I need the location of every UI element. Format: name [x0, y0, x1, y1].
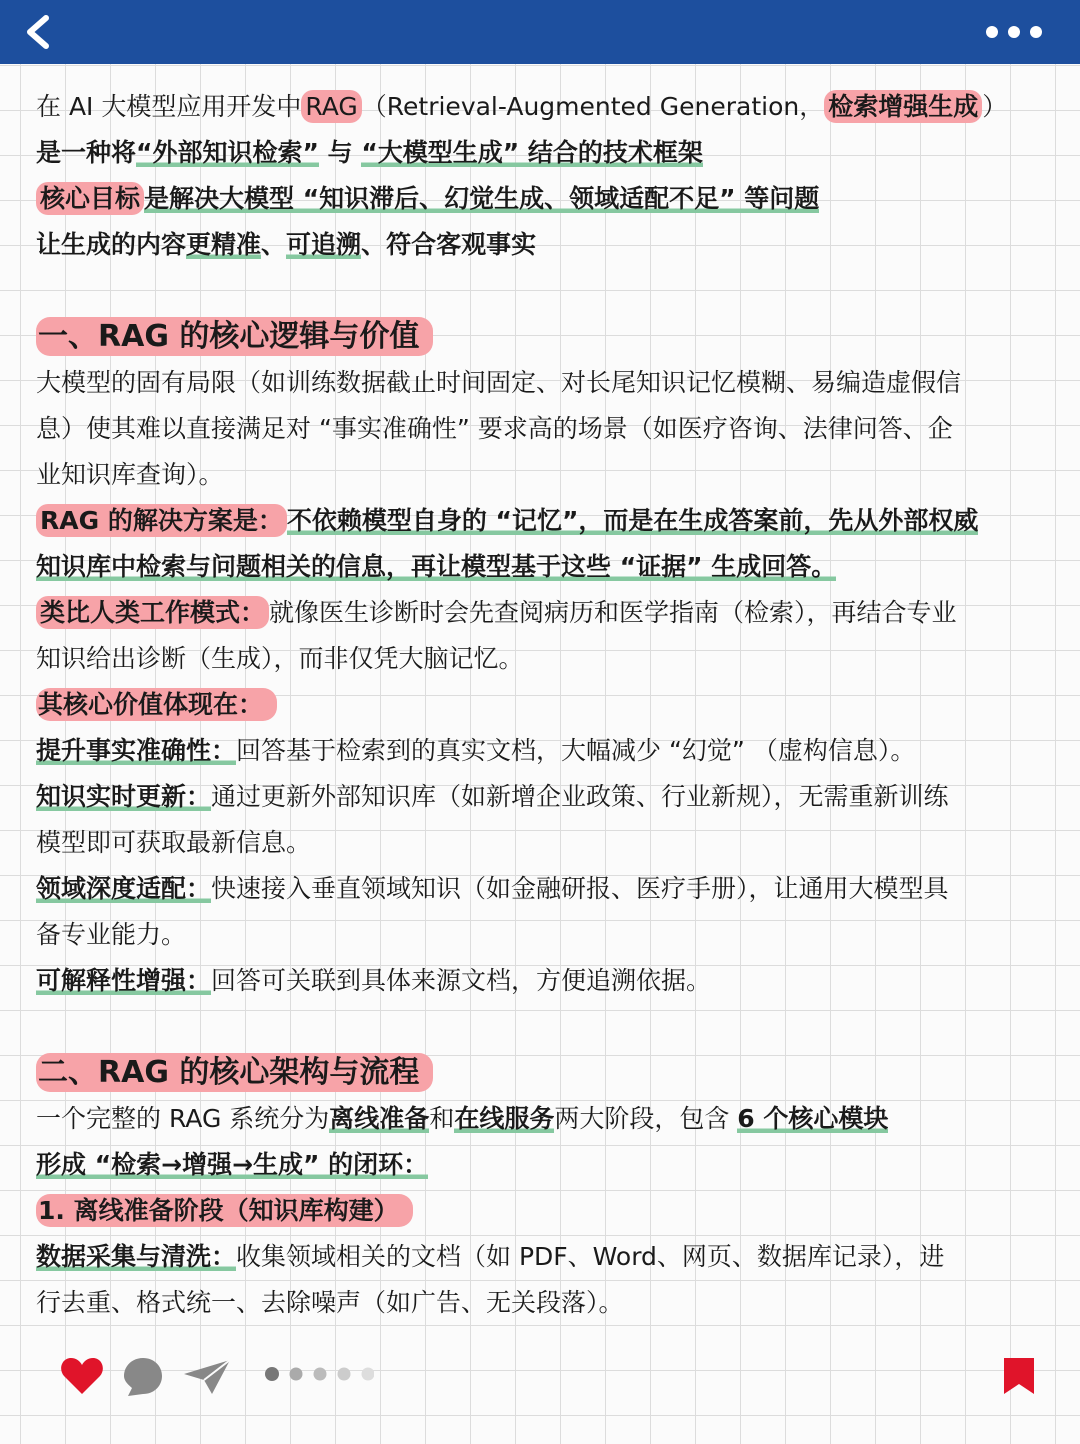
intro-line-2	[36, 130, 1056, 176]
solution-line-2	[36, 544, 1056, 590]
value-text: 模型即可获取最新信息。	[36, 828, 312, 857]
underlined-term: 形成 “检索→增强→生成” 的闭环：	[36, 1150, 429, 1179]
value-label: 提升事实准确性：	[36, 736, 237, 765]
section1-heading	[36, 314, 1056, 360]
intro-text: （Retrieval-Augmented Generation，	[361, 92, 825, 121]
underlined-term: “大模型生成”	[361, 138, 520, 167]
architecture-line-2	[36, 1142, 1056, 1188]
section-heading: 一、RAG 的核心逻辑与价值	[36, 317, 433, 356]
paragraph-line: 业知识库查询）。	[36, 460, 224, 489]
value-text: 快速接入垂直领域知识（如金融研报、医疗手册），让通用大模型具	[211, 874, 949, 903]
paragraph-text: 两大阶段，包含	[554, 1104, 738, 1133]
value-item	[36, 958, 1056, 1004]
back-icon[interactable]	[22, 14, 62, 50]
underlined-term: 离线准备	[329, 1104, 430, 1133]
heart-icon[interactable]	[60, 1356, 104, 1400]
underlined-term: 6 个核心模块	[737, 1104, 889, 1133]
value-item	[36, 866, 1056, 912]
data-collection-item	[36, 1234, 1056, 1280]
intro-text: 与	[318, 138, 362, 167]
share-icon[interactable]	[182, 1358, 232, 1400]
value-label: 领域深度适配：	[36, 874, 212, 903]
underlined-term: 更精准	[186, 230, 262, 259]
carousel-dots	[264, 1366, 374, 1386]
stage1-heading-line	[36, 1188, 1056, 1234]
article-content	[36, 84, 1056, 1326]
underlined-term: 知识库中检索与问题相关的信息，再让模型基于这些 “证据” 生成回答。	[36, 552, 837, 581]
architecture-line-1	[36, 1096, 1056, 1142]
section2-heading	[36, 1050, 1056, 1096]
intro-text: 让生成的内容	[36, 230, 187, 259]
value-text: 备专业能力。	[36, 920, 187, 949]
intro-text: 、	[261, 230, 287, 259]
solution-label: RAG 的解决方案是：	[36, 504, 287, 537]
value-text: 回答基于检索到的真实文档，大幅减少 “幻觉” （虚构信息）。	[236, 736, 916, 765]
carousel-dot	[265, 1367, 279, 1381]
value-label: 可解释性增强：	[36, 966, 212, 995]
bottom-action-bar	[0, 1344, 1080, 1414]
analogy-label: 类比人类工作模式：	[36, 596, 269, 629]
paragraph-text: 一个完整的 RAG 系统分为	[36, 1104, 330, 1133]
underlined-term: 在线服务	[454, 1104, 555, 1133]
comment-icon[interactable]	[122, 1356, 164, 1402]
stage-heading: 1. 离线准备阶段（知识库构建）	[36, 1194, 413, 1227]
top-nav-bar	[0, 0, 1080, 64]
paragraph-line: 息）使其难以直接满足对 “事实准确性” 要求高的场景（如医疗咨询、法律问答、企	[36, 414, 953, 443]
value-text: 通过更新外部知识库（如新增企业政策、行业新规），无需重新训练	[211, 782, 949, 811]
value-label: 知识实时更新：	[36, 782, 212, 811]
intro-line-4	[36, 222, 1056, 268]
value-item	[36, 774, 1056, 820]
carousel-dot	[362, 1368, 375, 1381]
core-goal-highlight: 核心目标	[36, 182, 144, 215]
carousel-dot	[338, 1368, 351, 1381]
intro-text: 、符合客观事实	[361, 230, 537, 259]
bookmark-icon[interactable]	[1002, 1356, 1036, 1400]
paragraph-text: 和	[429, 1104, 455, 1133]
value-text: 回答可关联到具体来源文档，方便追溯依据。	[211, 966, 712, 995]
intro-text: 是一种将	[36, 138, 137, 167]
paragraph-line: 知识给出诊断（生成），而非仅凭大脑记忆。	[36, 644, 524, 673]
value-item	[36, 728, 1056, 774]
paragraph-text: 就像医生诊断时会先查阅病历和医学指南（检索），再结合专业	[269, 598, 957, 627]
value-text: 行去重、格式统一、去除噪声（如广告、无关段落）。	[36, 1288, 624, 1317]
more-options-icon[interactable]	[984, 22, 1048, 42]
value-label: 数据采集与清洗：	[36, 1242, 237, 1271]
value-heading: 其核心价值体现在：	[36, 688, 277, 721]
paragraph-line: 大模型的固有局限（如训练数据截止时间固定、对长尾知识记忆模糊、易编造虚假信	[36, 368, 962, 397]
analogy-line-1	[36, 590, 1056, 636]
rag-term-highlight: RAG	[301, 90, 361, 123]
rag-chinese-highlight: 检索增强生成	[824, 90, 982, 123]
underlined-term: 是解决大模型 “知识滞后、幻觉生成、领域适配不足” 等问题	[144, 184, 820, 213]
intro-line-1	[36, 84, 1056, 130]
underlined-term: 可追溯	[286, 230, 362, 259]
carousel-dot	[290, 1368, 303, 1381]
intro-text: 在 AI 大模型应用开发中	[36, 92, 302, 121]
intro-line-3	[36, 176, 1056, 222]
intro-text: ）	[982, 92, 1008, 121]
underlined-term: 不依赖模型自身的 “记忆”，而是在生成答案前，先从外部权威	[286, 506, 979, 535]
underlined-term: 结合的技术框架	[519, 138, 703, 167]
carousel-dot	[314, 1368, 327, 1381]
underlined-term: “外部知识检索”	[136, 138, 319, 167]
value-text: 收集领域相关的文档（如 PDF、Word、网页、数据库记录），进	[236, 1242, 945, 1271]
solution-line-1	[36, 498, 1056, 544]
section-heading: 二、RAG 的核心架构与流程	[36, 1053, 433, 1092]
value-heading-line	[36, 682, 1056, 728]
